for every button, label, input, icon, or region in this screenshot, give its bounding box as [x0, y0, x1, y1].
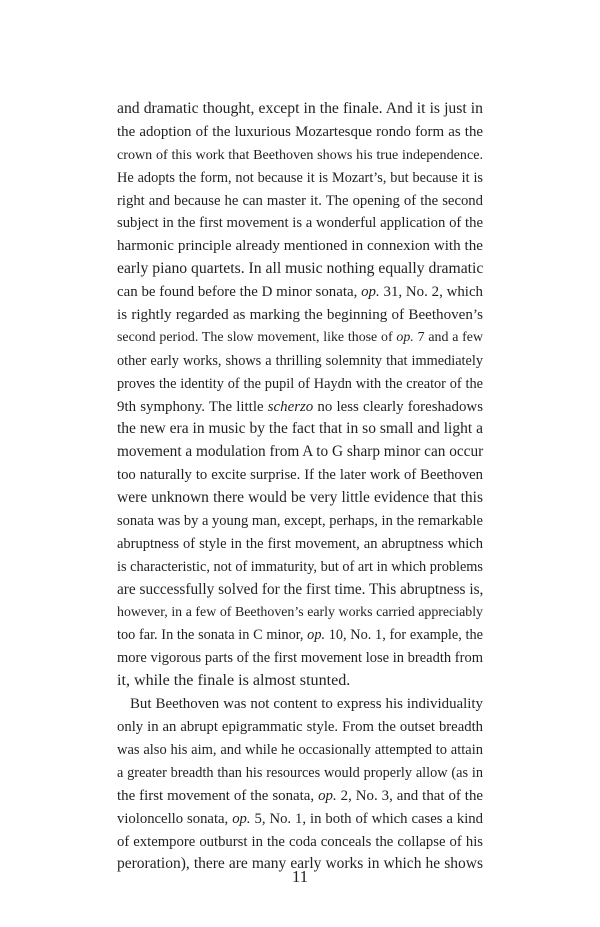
text-line: subject in the first movement is a wonderful application of the: [117, 215, 483, 232]
paragraph-2: [117, 693, 483, 876]
text-line: more vigorous parts of the first movement lose in breadth from: [117, 650, 483, 667]
text-line: are successfully solved for the first time. This abruptness is,: [117, 580, 484, 598]
text-line: other early works, shows a thrilling solemnity that immediately: [117, 352, 483, 369]
text-line: is characteristic, not of immaturity, but of art in which problems: [117, 558, 483, 575]
text-line: But Beethoven was not content to express his individuality: [130, 696, 483, 713]
text-line: a greater breadth than his resources would properly allow (as in: [117, 764, 483, 781]
text-line: and dramatic thought, except in the finale. And it is just in: [117, 100, 483, 117]
text-line: of extempore outburst in the coda conceals the collapse of his: [117, 833, 483, 850]
text-line: abruptness of style in the first movement, an abruptness which: [117, 535, 483, 552]
page-body: [117, 98, 483, 876]
text-line: proves the identity of the pupil of Haydn with the creator of the: [117, 375, 483, 392]
text-line: the adoption of the luxurious Mozartesque rondo form as the: [117, 123, 483, 140]
text-line: second period. The slow movement, like those of op. 7 and a few: [117, 329, 483, 345]
text-line: sonata was by a young man, except, perhaps, in the remarkable: [117, 513, 483, 530]
text-line: too naturally to excite surprise. If the later work of Beethoven: [117, 467, 483, 484]
text-line: the new era in music by the fact that in so small and light a: [117, 420, 483, 438]
text-line: 9th symphony. The little scherzo no less clearly foreshadows: [117, 398, 483, 415]
page-number: 11: [291, 867, 309, 886]
text-line: only in an abrupt epigrammatic style. From the outset breadth: [117, 719, 483, 736]
text-line: is rightly regarded as marking the beginning of Beethoven’s: [117, 307, 483, 324]
text-line: however, in a few of Beethoven’s early works carried appreciably: [117, 604, 483, 620]
text-line: right and because he can master it. The opening of the second: [117, 192, 483, 209]
text-line: can be found before the D minor sonata, op. 31, No. 2, which: [117, 284, 483, 301]
text-line: violoncello sonata, op. 5, No. 1, in both of which cases a kind: [117, 810, 483, 827]
text-line: peroration), there are many early works in which he shows: [117, 855, 483, 873]
text-line: was also his aim, and while he occasionally attempted to attain: [117, 741, 483, 758]
paragraph-1: [117, 98, 483, 693]
text-line: movement a modulation from A to G sharp minor can occur: [117, 443, 484, 461]
text-line: it, while the finale is almost stunted.: [117, 672, 351, 690]
text-line: He adopts the form, not because it is Mozart’s, but because it is: [117, 169, 483, 186]
text-line: the first movement of the sonata, op. 2, No. 3, and that of the: [117, 787, 483, 804]
text-line: harmonic principle already mentioned in connexion with the: [117, 238, 483, 255]
text-line: too far. In the sonata in C minor, op. 10, No. 1, for example, the: [117, 627, 483, 644]
text-line: were unknown there would be very little evidence that this: [117, 489, 483, 507]
text-line: crown of this work that Beethoven shows his true independence.: [117, 146, 483, 163]
text-line: early piano quartets. In all music nothing equally dramatic: [117, 260, 484, 278]
